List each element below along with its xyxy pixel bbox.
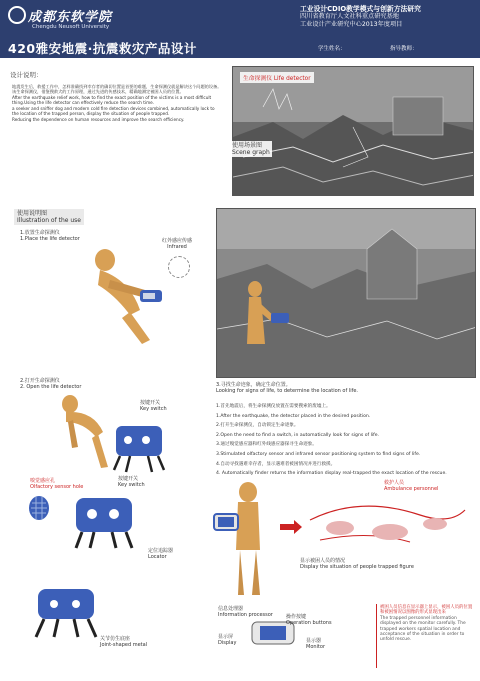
display-situation-label <box>300 558 414 570</box>
description-text <box>12 84 222 122</box>
display-cn: 显示屏 <box>218 634 234 640</box>
rubble-sketch-image <box>233 67 474 196</box>
locator-label <box>148 548 173 560</box>
display-en: Display <box>218 640 237 646</box>
scene-graph-cn: 使用场景图 <box>232 142 263 149</box>
monitor-cn: 显示器 <box>306 638 322 644</box>
infrared-detail-icon <box>168 256 190 278</box>
olfactory-en: Olfactory sensor hole <box>30 484 84 490</box>
display-situation-en: Display the situation of people trapped figure <box>300 564 414 570</box>
person-with-tablet-illustration <box>210 480 280 600</box>
rescue-info-en: The trapped personnel information displayed on the monitor carefully. The trapped workers spatial location and acceptance of the situation in order to unfold rescue. <box>380 615 466 643</box>
ambulance-en: Ambulance personnel <box>384 486 439 492</box>
step1-en: 1.Place the life detector <box>20 236 80 242</box>
detector-base-image <box>30 585 110 640</box>
life-detector-label: 生命探测仪 Life detector <box>240 72 314 83</box>
step-item: 3.Stimulated olfactory sensor and infrared sensor positioning system to find signs of life. <box>216 451 421 457</box>
description-title: 设计说明： <box>10 71 43 79</box>
description-paragraph: 地震发生后，救援工作中，怎样准确找到幸存者的确切位置是首要的难题，生命探测仪就是解决这个问题的设备。该生命探测仪，借鉴搜救犬的工作原理，通过先进的传感技术，精确地测定被困人员的位置。 <box>12 84 222 95</box>
university-name-en: Chengdu Neusoft University <box>32 24 110 30</box>
project-info <box>300 5 470 30</box>
student-name: 学生姓名： <box>318 46 346 52</box>
olfactory-label <box>30 478 83 490</box>
key-switch-2-label <box>118 476 145 488</box>
usage-title-en: Illustration of the use <box>17 217 81 224</box>
step3-cn: 3.寻找生命迹象，确定生命位置。 <box>216 382 291 388</box>
step-item: 4. Automatically finder returns the information display real-trapped the exact location of the rescue. <box>216 471 447 477</box>
info-processor-cn: 信息处理器 <box>218 606 244 612</box>
step-item: 4.自动寻找遇难幸存者，显示遇难者被困情况并进行救援。 <box>216 461 336 467</box>
display-label <box>218 634 236 646</box>
page-title: 420雅安地震·抗震救灾产品设计 <box>8 41 197 56</box>
key-switch-label <box>140 400 167 412</box>
operation-buttons-en: Operation buttons <box>286 620 332 626</box>
step3-en: Looking for signs of life, to determine the location of life. <box>216 388 359 394</box>
key-switch-en: Key switch <box>140 406 167 412</box>
detector-closeup-image <box>70 490 140 550</box>
detector-device-image <box>110 420 170 475</box>
project-line-2: 四川省教育厅人文社科重点研究基地 <box>300 13 399 21</box>
monitor-label <box>306 638 325 650</box>
infrared-en: Infrared <box>167 244 187 250</box>
trapped-people-display-image <box>300 490 470 555</box>
joint-base-en: Joint-shaped metal <box>100 642 148 648</box>
step2-label <box>20 378 81 390</box>
monitor-en: Monitor <box>306 644 326 650</box>
arrow-right-icon <box>280 520 302 534</box>
scene-sketch-panel <box>232 66 474 196</box>
infrared-label <box>162 238 192 250</box>
person-placing-detector-illustration <box>70 240 170 360</box>
key-switch-2-cn: 按键开关 <box>118 476 139 482</box>
operation-buttons-cn: 操作按键 <box>286 614 307 620</box>
project-line-1: 工业设计CDIO教学模式与创新方法研究 <box>300 5 421 13</box>
step-item: 1.After the earthquake, the detector placed in the desired position. <box>216 413 371 419</box>
infrared-cn: 红外感应传感 <box>162 238 193 244</box>
rescue-scene-panel <box>216 208 476 378</box>
scene-graph-en: Scene graph <box>232 149 270 156</box>
locator-cn: 定位追踪器 <box>148 548 174 554</box>
step-item: 2.Open the need to find a switch, in automatically look for signs of life. <box>216 432 380 438</box>
key-switch-2-en: Key switch <box>118 482 145 488</box>
university-logo-icon <box>8 6 26 24</box>
joint-base-label <box>100 636 147 648</box>
divider <box>376 604 377 668</box>
step2-cn: 2.打开生命探测仪 <box>20 378 60 384</box>
usage-title <box>14 209 84 225</box>
olfactory-cn: 嗅觉感应孔 <box>30 478 56 484</box>
steps-list <box>216 402 476 479</box>
step-item: 1.首先地震后，将生命探测仪放置在需要搜索的废墟上。 <box>216 404 331 409</box>
operation-buttons-label <box>286 614 332 626</box>
teacher-name: 指导教师： <box>390 46 418 52</box>
university-name: 成都东软学院 <box>28 10 113 25</box>
usage-title-cn: 使用说明图 <box>17 210 48 217</box>
locator-en: Locator <box>148 554 167 560</box>
display-situation-cn: 显示被困人员的情况 <box>300 558 346 564</box>
key-switch-cn: 按键开关 <box>140 400 161 406</box>
joint-base-cn: 关节仿生底座 <box>100 636 131 642</box>
description-paragraph: a seeker and sniffer dog and modern cold fire detection devices combined, automatically lock to the location of the trapped person, display the situation of people trapped. <box>12 105 215 117</box>
rescue-info-text <box>380 605 476 643</box>
step2-en: 2. Open the life detector <box>20 384 82 390</box>
description-paragraph: After the earthquake relief work, how to find the exact position of the victims is a most difficult thing.Using the life detector can effectively reduce the search time. <box>12 94 212 106</box>
info-processor-label <box>218 606 273 618</box>
project-line-3: 工业设计产业研究中心2013年度项目 <box>300 21 403 29</box>
info-processor-en: Information processor <box>218 612 273 618</box>
step3-label <box>216 382 358 394</box>
rescue-sketch-image <box>217 209 476 378</box>
step-item: 3.通过嗅觉感应器和红外线感应器探寻生命迹象。 <box>216 442 317 448</box>
step1-cn: 1.放置生命探测仪 <box>20 230 60 236</box>
sensor-grille-icon <box>28 495 50 521</box>
step-item: 2.打开生命探测仪，自动锁定生命迹象。 <box>216 423 299 429</box>
scene-graph-label <box>230 141 272 157</box>
rescue-info-cn: 被困人员信息在显示器上显示，被困人员的位置和被困情况以图像的形式显现出来 <box>380 605 473 616</box>
ambulance-cn: 救护人员 <box>384 480 405 486</box>
description-paragraph: Reducing the dependence on human resources and improve the search efficiency. <box>12 116 185 122</box>
